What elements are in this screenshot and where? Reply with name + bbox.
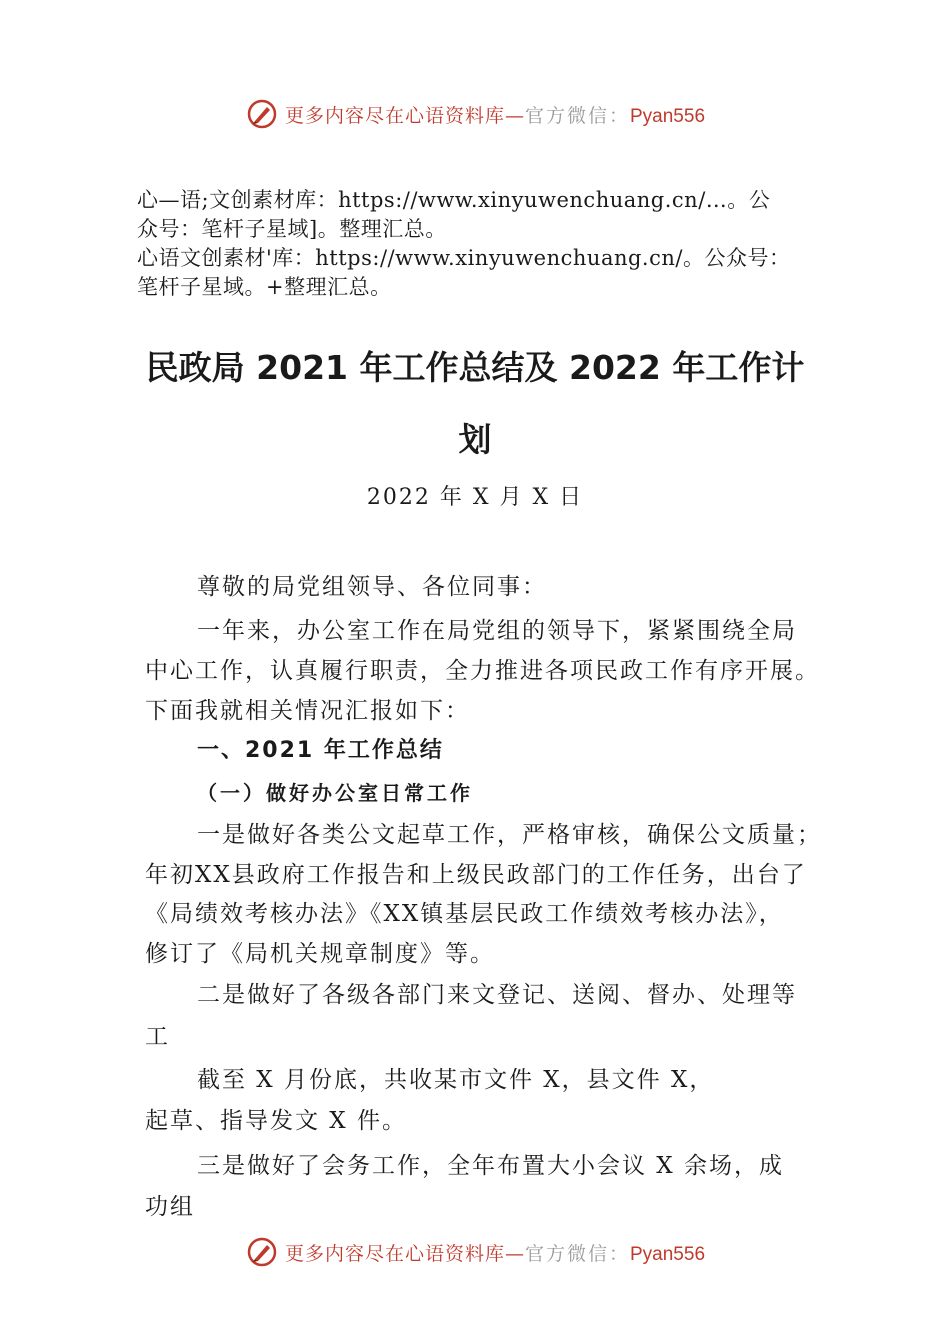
paragraph-line: 截至 X 月份底，共收某市文件 X，县文件 X， — [197, 1067, 715, 1093]
paragraph-line: 下面我就相关情况汇报如下： — [145, 698, 470, 724]
paragraph-line: 《局绩效考核办法》《XX镇基层民政工作绩效考核办法》， — [145, 901, 784, 927]
preface-line: 心语文创素材'库：https://www.xinyuwenchuang.cn/。公众号： — [137, 246, 791, 270]
paragraph-line: 一年来，办公室工作在局党组的领导下，紧紧围绕全局 — [197, 618, 797, 644]
preface-block — [137, 186, 847, 302]
pen-logo-icon — [245, 97, 279, 131]
paragraph-line: 一是做好各类公文起草工作，严格审核，确保公文质量； — [197, 822, 822, 848]
paragraph-line: 工 — [145, 1024, 170, 1050]
paragraph-line: 中心工作，认真履行职责，全力推进各项民政工作有序开展。 — [145, 658, 820, 684]
preface-line: 众号：笔杆子星域]。整理汇总。 — [137, 217, 447, 241]
document-title-line1: 民政局 2021 年工作总结及 2022 年工作计 — [145, 348, 805, 387]
paragraph-line: 三是做好了会务工作，全年布置大小会议 X 余场，成 — [197, 1153, 784, 1179]
document-title-line2: 划 — [458, 420, 492, 459]
paragraph-line: 起草、指导发文 X 件。 — [145, 1108, 407, 1134]
preface-line: 心—语;文创素材库：https://www.xinyuwenchuang.cn/…。公 — [137, 188, 771, 212]
banner-text: 更多内容尽在心语资料库—官方微信：Pyan556 — [284, 1242, 706, 1265]
footer-banner — [0, 1232, 950, 1272]
header-banner — [0, 94, 950, 134]
pen-logo-icon — [245, 1235, 279, 1269]
preface-line: 笔杆子星域。+整理汇总。 — [137, 275, 392, 299]
document-date: 2022 年 X 月 X 日 — [366, 485, 584, 510]
section-heading: 一、2021 年工作总结 — [197, 738, 444, 763]
subsection-heading: （一）做好办公室日常工作 — [197, 781, 473, 805]
paragraph-line: 二是做好了各级各部门来文登记、送阅、督办、处理等 — [197, 982, 797, 1008]
paragraph-line: 修订了《局机关规章制度》等。 — [145, 941, 495, 967]
paragraph-line: 年初XX县政府工作报告和上级民政部门的工作任务，出台了 — [145, 862, 807, 888]
banner-text: 更多内容尽在心语资料库—官方微信：Pyan556 — [284, 104, 706, 127]
greeting: 尊敬的局党组领导、各位同事： — [197, 574, 547, 600]
paragraph-line: 功组 — [145, 1194, 195, 1220]
